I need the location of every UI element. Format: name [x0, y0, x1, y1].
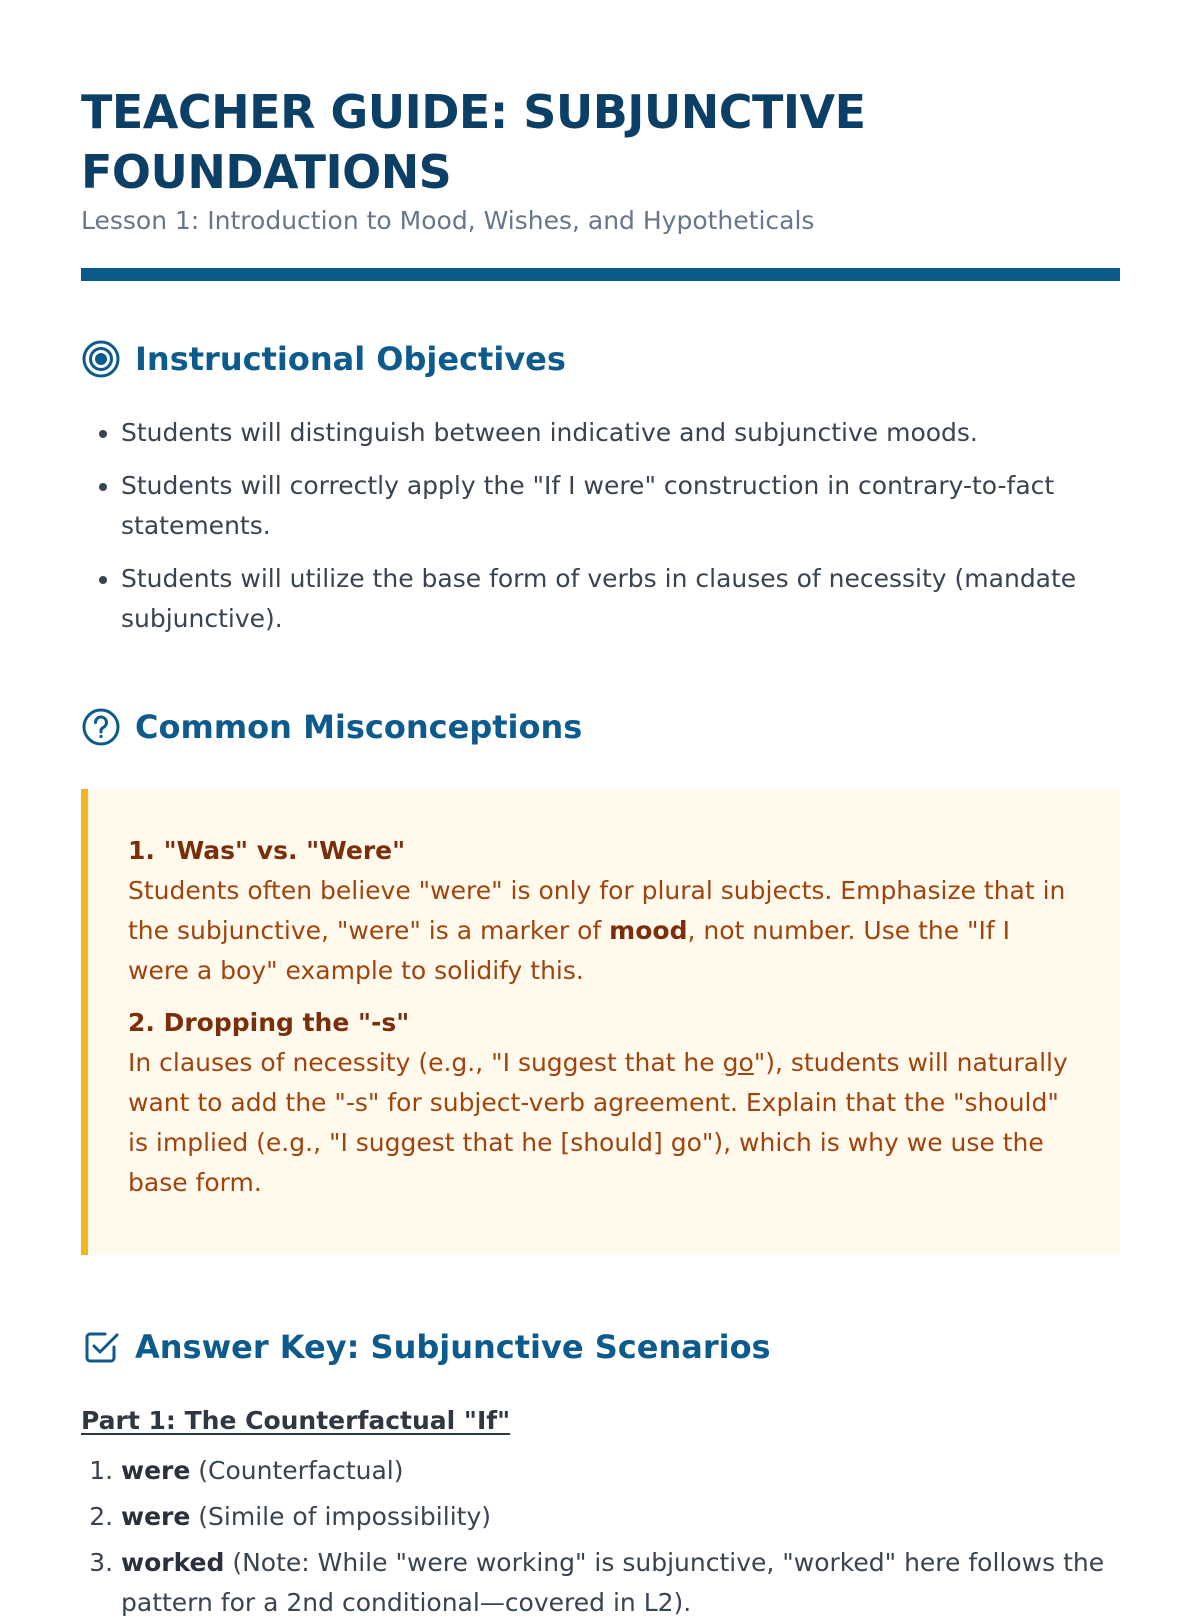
misconception-item	[128, 831, 1076, 991]
answer-key-heading	[81, 1325, 1120, 1369]
misconception-item	[128, 1003, 1076, 1203]
misconception-body	[128, 871, 1076, 991]
page-subtitle: Lesson 1: Introduction to Mood, Wishes, and Hypotheticals	[81, 206, 815, 235]
question-circle-icon	[81, 707, 121, 747]
body-text: In clauses of necessity (e.g., "I suggest that he	[128, 1048, 723, 1077]
part-1-title: Part 1: The Counterfactual "If"	[81, 1406, 511, 1435]
misconception-title: 2. Dropping the "-s"	[128, 1008, 410, 1037]
objectives-list	[81, 413, 1120, 639]
list-item: • Students will correctly apply the "If I were" construction in contrary-to-fact statements.	[121, 466, 1120, 546]
page-title: TEACHER GUIDE: SUBJUNCTIVE FOUNDATIONS	[81, 85, 866, 199]
target-icon	[81, 339, 121, 379]
answer-word: were	[121, 1502, 191, 1531]
answer-word: worked	[121, 1548, 225, 1577]
body-text: , not number. Use the "If I were a boy" example to solidify this.	[128, 916, 1011, 985]
answer-item	[121, 1497, 1120, 1537]
list-item: • Students will distinguish between indicative and subjunctive moods.	[121, 413, 1120, 453]
answer-note: (Simile of impossibility)	[190, 1502, 491, 1531]
misconceptions-heading	[81, 705, 1120, 749]
answer-item	[121, 1451, 1120, 1491]
body-text: Students often believe "were" is only for plural subjects. Emphasize that in the subjunctive, "were" is a marker of	[128, 876, 1066, 945]
misconceptions-callout	[81, 789, 1120, 1255]
list-item: • Students will utilize the base form of verbs in clauses of necessity (mandate subjunctive).	[121, 559, 1120, 639]
objectives-heading-text: Instructional Objectives	[135, 340, 566, 378]
answer-note: (Note: While "were working" is subjunctive, "worked" here follows the pattern for a 2nd conditional—covered in L2).	[121, 1548, 1105, 1617]
objectives-heading	[81, 337, 1120, 381]
checkbox-icon	[81, 1327, 121, 1367]
answer-list	[81, 1451, 1120, 1623]
answer-key-heading-text: Answer Key: Subjunctive Scenarios	[135, 1328, 771, 1366]
misconception-body	[128, 1043, 1076, 1203]
answer-word: were	[121, 1456, 191, 1485]
emphasis-text: mood	[609, 916, 688, 945]
answer-note: (Counterfactual)	[190, 1456, 404, 1485]
misconception-title: 1. "Was" vs. "Were"	[128, 836, 406, 865]
misconceptions-heading-text: Common Misconceptions	[135, 708, 583, 746]
underlined-text: go	[722, 1048, 754, 1077]
answer-item	[121, 1543, 1120, 1623]
title-divider	[81, 268, 1120, 281]
body-text: "), students will naturally want to add the "-s" for subject-verb agreement. Explain that the "should" is implied (e.g., "I suggest that he [should] go"), which is why we use the base form.	[128, 1048, 1068, 1197]
